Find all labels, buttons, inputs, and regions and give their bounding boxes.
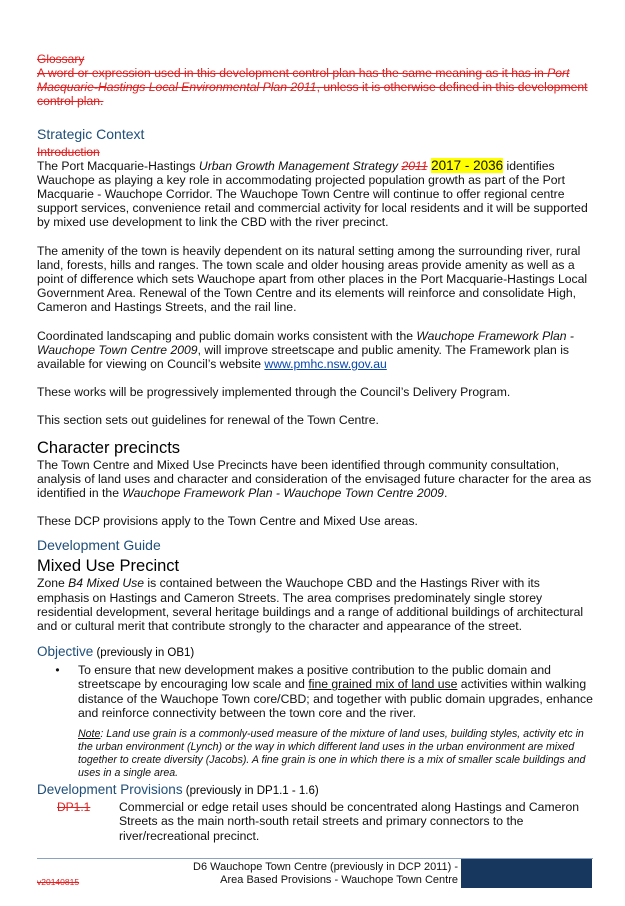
deleted-year: 2011: [401, 158, 428, 173]
strategic-paragraph-2: The amenity of the town is heavily dependent on its natural setting among the surrounding river, rural land, forests, hills and ranges. The town scale and older housing areas provide amenity as well as a point of difference which sets Wauchope apart from other places in the Port Macquarie-Hastings Local Government Area. Renewal of the Town Centre and its elements will reinforce and consolidate High, Cameron and Hastings Streets, and the rail line.: [37, 243, 588, 315]
character-paragraph-2: These DCP provisions apply to the Town Centre and Mixed Use areas.: [37, 514, 418, 529]
strategic-paragraph-5: This section sets out guidelines for renewal of the Town Centre.: [37, 413, 379, 428]
strategic-paragraph-3: Coordinated landscaping and public domain works consistent with the Wauchope Framework Plan - Wauchope Town Centre 2009, will improve streetscape and public amenity. The Framework plan is available for viewing on Council’s website www.pmhc.nsw.gov.au: [37, 328, 574, 372]
glossary-heading: Glossary: [37, 52, 85, 66]
council-website-link[interactable]: www.pmhc.nsw.gov.au: [264, 357, 387, 372]
objective-heading: Objective (previously in OB1): [37, 644, 195, 660]
development-guide-heading: Development Guide: [37, 537, 161, 554]
highlighted-years: 2017 - 2036: [431, 157, 504, 173]
glossary-text: A word or expression used in this development control plan has the same meaning as it has in Port Macquarie-Hastings Local Environmental Plan 2011, unless it is otherwise defined in this development control plan.: [37, 66, 588, 109]
character-precincts-heading: Character precincts: [37, 438, 181, 457]
footer-page-box: [461, 859, 592, 888]
footer-version: v20140815: [37, 877, 80, 887]
character-paragraph-1: The Town Centre and Mixed Use Precincts have been identified through community consultation, analysis of land uses and character and consideration of the envisaged future character for the area as identified in the Wauchope Framework Plan - Wauchope Town Centre 2009.: [37, 457, 592, 501]
strategic-paragraph-1: The Port Macquarie-Hastings Urban Growth Management Strategy 2011 2017 - 2036 identifies Wauchope as playing a key role in accommodating projected population growth as part of the Port Macquarie - Wauchope Corridor. The Wauchope Town Centre will continue to offer regional centre support services, convenience retail and commercial activity for local residents and it will be supported by mixed use development to link the CBD with the river precinct.: [37, 157, 588, 230]
document-page: [37, 52, 593, 843]
bullet-icon: •: [55, 663, 60, 678]
strategic-paragraph-4: These works will be progressively implemented through the Council’s Delivery Program.: [37, 385, 511, 400]
provision-code: DP1.1: [57, 800, 91, 815]
footer-title: D6 Wauchope Town Centre (previously in DCP 2011) - Area Based Provisions - Wauchope Town Centre: [193, 861, 458, 886]
objective-list-item: [37, 663, 593, 720]
strategic-context-heading: Strategic Context: [37, 125, 145, 142]
mixed-use-precinct-heading: Mixed Use Precinct: [37, 557, 180, 576]
objective-text: To ensure that new development makes a positive contribution to the public domain and streetscape by encouraging low scale and fine grained mix of land use activities within walking distance of the Wauchope Town core/CBD; and together with public domain upgrades, enhance and reinforce connectivity between the town core and the river.: [78, 663, 593, 720]
provision-row: [37, 800, 593, 843]
introduction-heading: Introduction: [37, 144, 100, 159]
land-use-grain-note: Note: Land use grain is a commonly-used measure of the mixture of land uses, building styles, activity etc in the urban environment (Lynch) or the way in which different land uses in the urban environment are mixed together to create diversity (Jacobs). A fine grain is one in which there is a mix of smaller scale buildings and uses in a single area.: [78, 728, 586, 780]
development-provisions-heading: Development Provisions (previously in DP1.1 - 1.6): [37, 782, 319, 798]
mixed-use-paragraph: Zone B4 Mixed Use is contained between the Wauchope CBD and the Hastings River with its emphasis on Hastings and Cameron Streets. The area comprises predominately single storey residential development, several heritage buildings and a range of additional buildings of architectural and or cultural merit that contribute strongly to the character and appearance of the street.: [37, 576, 584, 634]
provision-text: Commercial or edge retail uses should be concentrated along Hastings and Cameron Streets as the main north-south retail streets and primary connectors to the river/recreational precinct.: [119, 800, 579, 843]
